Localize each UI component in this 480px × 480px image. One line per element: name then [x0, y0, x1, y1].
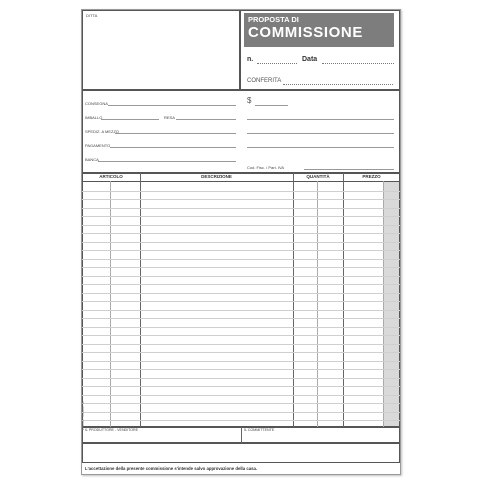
conferita-field[interactable] — [283, 84, 393, 85]
ditta-label: DITTA — [86, 13, 98, 18]
signature-divider — [241, 427, 242, 443]
table-row-line — [82, 395, 400, 396]
table-row-line — [82, 259, 400, 260]
spediz-label: SPEDIZ. A MEZZO — [85, 129, 120, 134]
order-form-sheet — [81, 9, 401, 475]
resa-label: RESA — [164, 115, 175, 120]
table-row-line — [82, 225, 400, 226]
data-label: Data — [302, 56, 318, 63]
col-quantita-header: QUANTITÀ — [306, 174, 330, 179]
pagamento-field[interactable] — [110, 147, 236, 148]
table-row-line — [82, 403, 400, 404]
items-table — [82, 173, 400, 427]
consegna-field[interactable] — [108, 105, 236, 106]
committente-label: IL COMMITTENTE — [244, 428, 275, 432]
table-row-line — [82, 335, 400, 336]
table-row-line — [82, 386, 400, 387]
imballo-label: IMBALLO — [85, 115, 103, 120]
table-row-line — [82, 344, 400, 345]
table-row-line — [82, 352, 400, 353]
table-row-line — [82, 378, 400, 379]
table-row-line — [82, 199, 400, 200]
table-row-line — [82, 191, 400, 192]
table-row-line — [82, 361, 400, 362]
col-divider-6 — [383, 181, 384, 427]
table-row-line — [82, 412, 400, 413]
title-bar — [244, 13, 394, 47]
currency-symbol: $ — [247, 96, 252, 105]
table-row-line — [82, 267, 400, 268]
col-divider-3 — [293, 173, 294, 427]
ditta-box — [82, 10, 240, 90]
col-divider-1 — [110, 181, 111, 427]
title-small: PROPOSTA DI — [248, 15, 299, 24]
consegna-label: CONSEGNA — [85, 101, 108, 106]
table-row-line — [82, 242, 400, 243]
address-line-1[interactable] — [247, 119, 394, 120]
prezzo-shade-column — [383, 182, 399, 426]
cod-fisc-field[interactable] — [304, 169, 394, 170]
n-label: n. — [247, 56, 254, 63]
cod-fisc-label: Cod. Fisc. / Part. IVA — [247, 165, 285, 170]
address-line-2[interactable] — [247, 133, 394, 134]
table-row-line — [82, 369, 400, 370]
table-row-line — [82, 318, 400, 319]
form-title: COMMISSIONE — [248, 24, 363, 41]
table-row-line — [82, 276, 400, 277]
col-divider-5 — [343, 173, 344, 427]
col-prezzo-header: PREZZO — [362, 174, 381, 179]
table-header-divider — [82, 181, 400, 182]
table-row-line — [82, 216, 400, 217]
col-divider-4 — [317, 181, 318, 427]
pagamento-label: PAGAMENTO — [85, 143, 111, 148]
col-descrizione-header: DESCRIZIONE — [201, 174, 232, 179]
n-field[interactable] — [257, 63, 297, 64]
conferita-label: CONFERITA — [247, 78, 282, 84]
data-field[interactable] — [322, 63, 394, 64]
imballo-field[interactable] — [101, 119, 159, 120]
table-row-line — [82, 327, 400, 328]
spediz-field[interactable] — [115, 133, 236, 134]
currency-field[interactable] — [255, 105, 288, 106]
col-divider-2 — [140, 173, 141, 427]
banca-label: BANCA — [85, 157, 99, 162]
address-line-3[interactable] — [247, 147, 394, 148]
table-row-line — [82, 310, 400, 311]
table-row-line — [82, 233, 400, 234]
side-code: EDIPRO · DU1660 · 16 — [81, 400, 85, 430]
produttore-label: IL PRODUTTORE - VENDITORE — [85, 428, 139, 432]
table-row-line — [82, 284, 400, 285]
table-row-line — [82, 208, 400, 209]
footer-note: L'accettazione della presente commissione s'intende salvo approvazione della casa. — [85, 466, 258, 471]
resa-field[interactable] — [176, 119, 236, 120]
table-row-line — [82, 420, 400, 421]
table-row-line — [82, 293, 400, 294]
banca-field[interactable] — [98, 161, 236, 162]
conditions-box — [82, 443, 400, 463]
table-row-line — [82, 250, 400, 251]
col-articolo-header: ARTICOLO — [99, 174, 123, 179]
table-row-line — [82, 301, 400, 302]
